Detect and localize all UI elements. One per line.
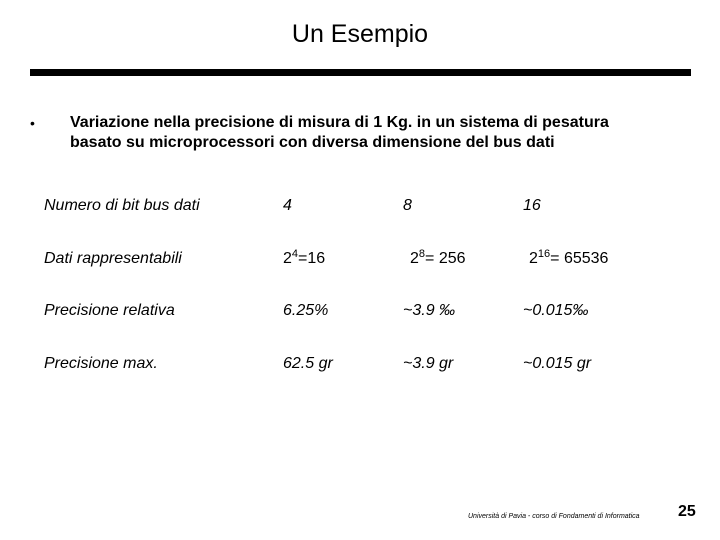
row-label: Precisione max. (44, 354, 158, 372)
power-exponent: 16 (537, 247, 551, 260)
table-cell (410, 249, 466, 269)
table-row-relative-precision (44, 301, 684, 354)
bullet-text: Variazione nella precisione di misura di 1 Kg. in un sistema di pesatura basato su microprocessori con diversa dimensione del bus dati (70, 114, 609, 151)
table-cell: 8 (403, 197, 412, 214)
bullet-dot: • (30, 115, 35, 131)
power-result: = 65536 (550, 249, 609, 267)
table-row-max-precision (44, 354, 684, 407)
table-cell: 4 (283, 197, 292, 214)
power-base: 2 (410, 249, 419, 267)
row-label: Dati rappresentabili (44, 249, 182, 267)
power-result: =16 (298, 249, 326, 267)
footer-text: Università di Pavia - corso di Fondamenti di Informatica (468, 513, 640, 520)
title-divider (30, 69, 691, 76)
table-cell: 62.5 gr (283, 354, 333, 372)
page-number: 25 (678, 503, 696, 520)
table-cell (529, 249, 608, 269)
power-base: 2 (529, 249, 538, 267)
table-cell: ~0.015‰ (523, 302, 589, 319)
power-result: = 256 (425, 249, 466, 267)
table-cell: ~3.9 gr (403, 354, 454, 372)
table-cell: 6.25% (283, 302, 329, 319)
table-row-representable (44, 249, 684, 302)
table-cell (283, 249, 325, 269)
slide-title: Un Esempio (291, 20, 429, 48)
table-cell: ~3.9 ‰ (403, 302, 456, 319)
power-exponent: 8 (418, 247, 426, 260)
table-cell: 16 (523, 197, 541, 214)
row-label: Numero di bit bus dati (44, 197, 200, 214)
row-label: Precisione relativa (44, 302, 175, 319)
comparison-table (44, 196, 684, 406)
power-exponent: 4 (291, 247, 299, 260)
table-cell: ~0.015 gr (523, 354, 592, 372)
power-base: 2 (283, 249, 292, 267)
table-row-bus-width (44, 196, 684, 249)
